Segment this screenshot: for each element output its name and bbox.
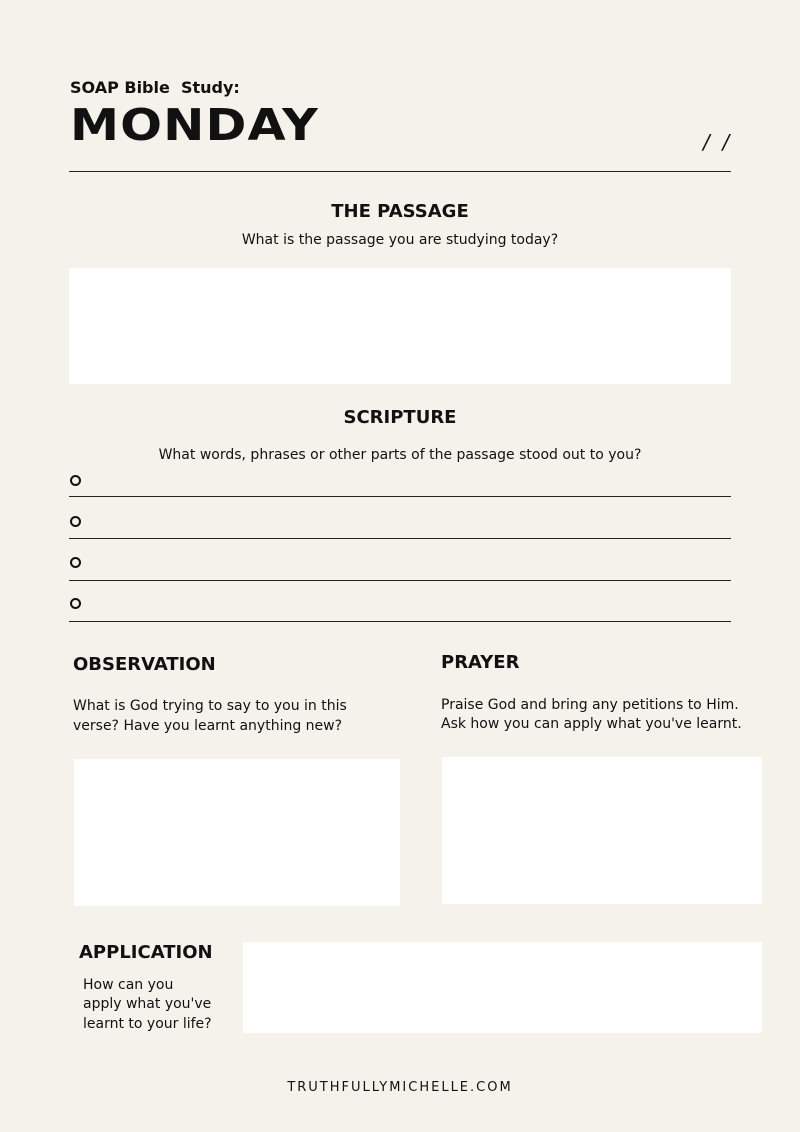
bullet-icon [70, 516, 81, 527]
observation-title: OBSERVATION [73, 654, 216, 675]
scripture-prompt: What words, phrases or other parts of the passage stood out to you? [158, 447, 642, 463]
application-input-box[interactable] [243, 942, 762, 1033]
worksheet-subtitle: SOAP Bible Study: [70, 78, 240, 97]
application-title: APPLICATION [79, 942, 213, 963]
prayer-title: PRAYER [441, 652, 520, 673]
day-title: MONDAY [70, 100, 319, 151]
application-prompt-line-3: learnt to your life? [83, 1016, 212, 1032]
application-prompt-line-1: How can you [83, 977, 174, 993]
passage-prompt: What is the passage you are studying today? [241, 232, 559, 248]
prayer-prompt-line-1: Praise God and bring any petitions to Him. [441, 697, 739, 713]
application-prompt-line-2: apply what you've [83, 996, 212, 1012]
passage-title: THE PASSAGE [331, 201, 469, 222]
scripture-line[interactable] [69, 580, 731, 581]
scripture-title: SCRIPTURE [343, 407, 457, 428]
prayer-prompt-line-2: Ask how you can apply what you've learnt. [441, 716, 742, 732]
scripture-line[interactable] [69, 538, 731, 539]
passage-input-box[interactable] [69, 268, 731, 384]
bullet-icon [70, 598, 81, 609]
bullet-icon [70, 475, 81, 486]
observation-prompt-line-1: What is God trying to say to you in this [73, 698, 347, 714]
scripture-line[interactable] [69, 621, 731, 622]
scripture-line[interactable] [69, 496, 731, 497]
bullet-icon [70, 557, 81, 568]
observation-input-box[interactable] [74, 759, 400, 906]
observation-prompt-line-2: verse? Have you learnt anything new? [73, 718, 343, 734]
prayer-input-box[interactable] [442, 757, 762, 904]
header-divider [69, 171, 731, 172]
date-field[interactable]: / / [703, 130, 730, 154]
footer-website: TRUTHFULLYMICHELLE.COM [287, 1080, 513, 1095]
